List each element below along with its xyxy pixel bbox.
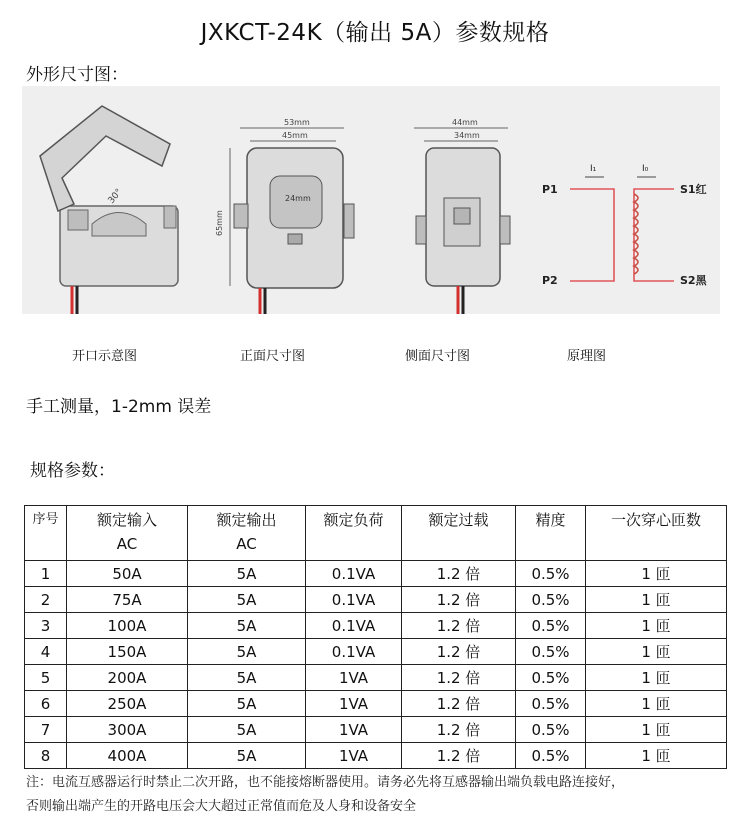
spec-table-body <box>25 561 727 769</box>
cell-rated-output: 5A <box>188 613 306 639</box>
primary-conductor <box>570 189 614 281</box>
table-row <box>25 587 727 613</box>
cell-rated-input: 50A <box>67 561 188 587</box>
cell-rated-input: 300A <box>67 717 188 743</box>
opening-angle-label: 30° <box>106 187 125 206</box>
cell-rated-input: 100A <box>67 613 188 639</box>
cell-rated-load: 1VA <box>306 691 402 717</box>
cell-rated-load: 0.1VA <box>306 639 402 665</box>
opening-jaw <box>40 106 170 211</box>
cell-accuracy: 0.5% <box>516 717 586 743</box>
caption-opening: 开口示意图 <box>72 349 138 364</box>
cell-index: 4 <box>25 639 67 665</box>
cell-index: 2 <box>25 587 67 613</box>
cell-accuracy: 0.5% <box>516 743 586 769</box>
cell-rated-input: 400A <box>67 743 188 769</box>
cell-primary-turns: 1 匝 <box>586 587 727 613</box>
caption-side: 侧面尺寸图 <box>405 349 471 364</box>
front-inner-width: 45mm <box>282 131 308 140</box>
cell-accuracy: 0.5% <box>516 665 586 691</box>
side-right-clip <box>500 216 510 244</box>
dimension-figures <box>22 86 720 314</box>
cell-index: 8 <box>25 743 67 769</box>
cell-rated-input: 150A <box>67 639 188 665</box>
cell-rated-output: 5A <box>188 691 306 717</box>
side-inner-width: 34mm <box>454 131 480 140</box>
cell-accuracy: 0.5% <box>516 587 586 613</box>
cell-index: 7 <box>25 717 67 743</box>
header-rated-load: 额定负荷 <box>306 506 402 561</box>
cell-rated-input: 200A <box>67 665 188 691</box>
cell-rated-load: 0.1VA <box>306 613 402 639</box>
front-diagram <box>215 118 354 314</box>
dimensions-heading: 外形尺寸图： <box>26 65 128 85</box>
cell-rated-overload: 1.2 倍 <box>402 743 516 769</box>
secondary-conductor <box>634 189 674 281</box>
cell-index: 5 <box>25 665 67 691</box>
cell-rated-overload: 1.2 倍 <box>402 639 516 665</box>
header-rated-output: 额定输出 AC <box>188 506 306 561</box>
front-left-clip <box>234 204 248 228</box>
principle-i1-label: I₁ <box>590 164 597 174</box>
cell-primary-turns: 1 匝 <box>586 639 727 665</box>
header-index: 序号 <box>25 506 67 561</box>
spec-table <box>24 505 727 769</box>
table-row <box>25 639 727 665</box>
cell-rated-overload: 1.2 倍 <box>402 587 516 613</box>
table-row <box>25 743 727 769</box>
cell-rated-output: 5A <box>188 717 306 743</box>
cell-rated-output: 5A <box>188 561 306 587</box>
cell-primary-turns: 1 匝 <box>586 613 727 639</box>
cell-index: 3 <box>25 613 67 639</box>
table-row <box>25 665 727 691</box>
opening-diagram <box>40 106 178 314</box>
header-rated-input: 额定输入 AC <box>67 506 188 561</box>
cell-rated-output: 5A <box>188 665 306 691</box>
cell-rated-overload: 1.2 倍 <box>402 665 516 691</box>
cell-primary-turns: 1 匝 <box>586 691 727 717</box>
opening-latch <box>164 206 176 228</box>
page-title: JXKCT-24K（输出 5A）参数规格 <box>200 20 550 46</box>
figure-drawings <box>22 86 720 314</box>
table-row <box>25 613 727 639</box>
table-header-row <box>25 506 727 561</box>
principle-s2-label: S2黑 <box>680 274 707 287</box>
principle-diagram <box>542 164 708 287</box>
cell-rated-overload: 1.2 倍 <box>402 561 516 587</box>
cell-rated-load: 1VA <box>306 665 402 691</box>
cell-rated-load: 0.1VA <box>306 561 402 587</box>
cell-rated-output: 5A <box>188 587 306 613</box>
caption-principle: 原理图 <box>567 349 607 364</box>
cell-rated-input: 250A <box>67 691 188 717</box>
cell-accuracy: 0.5% <box>516 639 586 665</box>
cell-accuracy: 0.5% <box>516 561 586 587</box>
principle-p2-label: P2 <box>542 274 558 287</box>
cell-accuracy: 0.5% <box>516 691 586 717</box>
footnote-line-2: 否则输出端产生的开路电压会大大超过正常值而危及人身和设备安全 <box>26 799 417 814</box>
cell-rated-overload: 1.2 倍 <box>402 691 516 717</box>
caption-front: 正面尺寸图 <box>240 349 306 364</box>
header-rated-overload: 额定过载 <box>402 506 516 561</box>
principle-p1-label: P1 <box>542 183 558 196</box>
cell-rated-input: 75A <box>67 587 188 613</box>
side-latch <box>454 208 470 224</box>
front-hole-size: 24mm <box>285 194 311 203</box>
cell-index: 6 <box>25 691 67 717</box>
header-primary-turns: 一次穿心匝数 <box>586 506 727 561</box>
principle-s1-label: S1红 <box>680 183 707 196</box>
side-outer-width: 44mm <box>452 118 478 127</box>
cell-primary-turns: 1 匝 <box>586 717 727 743</box>
cell-primary-turns: 1 匝 <box>586 561 727 587</box>
front-outer-width: 53mm <box>284 118 310 127</box>
side-left-clip <box>416 216 426 244</box>
cell-index: 1 <box>25 561 67 587</box>
side-diagram <box>414 118 510 314</box>
opening-clip <box>68 210 88 230</box>
cell-accuracy: 0.5% <box>516 613 586 639</box>
cell-rated-overload: 1.2 倍 <box>402 717 516 743</box>
principle-i0-label: I₀ <box>642 164 649 174</box>
table-row <box>25 691 727 717</box>
cell-primary-turns: 1 匝 <box>586 743 727 769</box>
spec-heading: 规格参数： <box>30 461 115 481</box>
cell-rated-load: 1VA <box>306 717 402 743</box>
cell-rated-load: 1VA <box>306 743 402 769</box>
header-accuracy: 精度 <box>516 506 586 561</box>
cell-primary-turns: 1 匝 <box>586 665 727 691</box>
cell-rated-overload: 1.2 倍 <box>402 613 516 639</box>
front-height: 65mm <box>215 210 224 236</box>
table-row <box>25 717 727 743</box>
cell-rated-output: 5A <box>188 639 306 665</box>
front-latch <box>288 234 302 244</box>
table-row <box>25 561 727 587</box>
front-right-clip <box>344 204 354 238</box>
cell-rated-output: 5A <box>188 743 306 769</box>
footnote-line-1: 注：电流互感器运行时禁止二次开路，也不能接熔断器使用。请务必先将互感器输出端负载电路连接好， <box>26 775 625 790</box>
cell-rated-load: 0.1VA <box>306 587 402 613</box>
measurement-note: 手工测量，1-2mm 误差 <box>26 397 212 417</box>
